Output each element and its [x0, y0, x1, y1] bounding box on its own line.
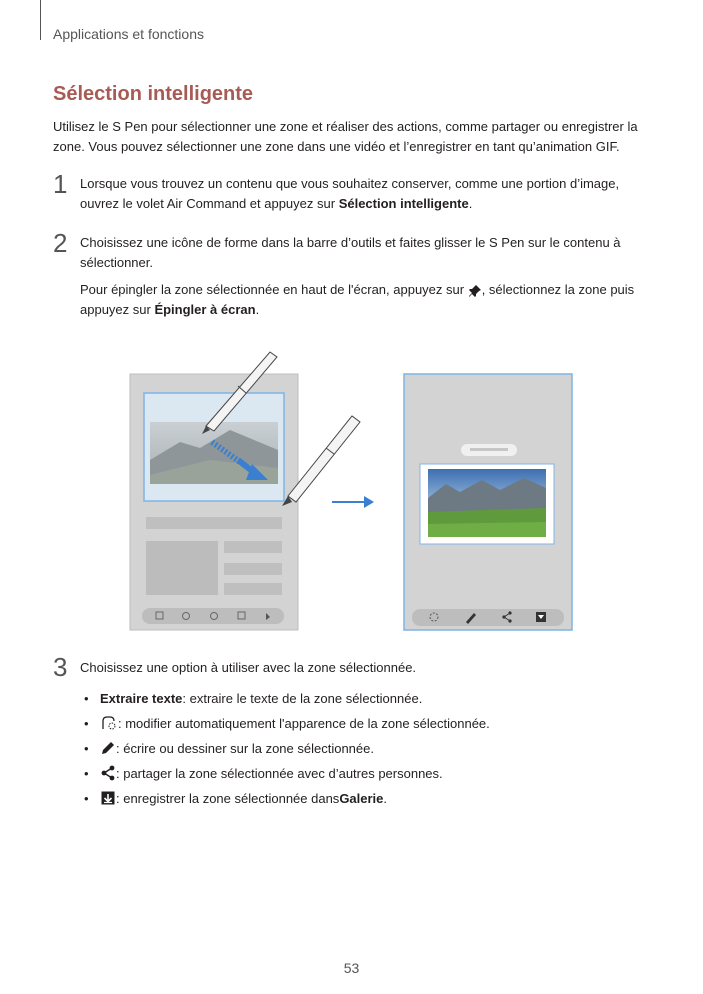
step-text: Choisissez une icône de forme dans la barre d’outils et faites glisser le S Pen sur le contenu à sélectionner. [80, 235, 621, 270]
page-number: 53 [343, 960, 360, 976]
share-icon [100, 765, 116, 781]
transition-arrow-icon [332, 496, 374, 508]
pin-icon [468, 284, 482, 298]
list-item: • Extraire texte : extraire le texte de la zone sélectionnée. [84, 690, 423, 706]
left-screen [130, 374, 298, 630]
intro-paragraph: Utilisez le S Pen pour sélectionner une zone et réaliser des actions, comme partager ou enregistrer la zone. Vous pouvez sélectionner une zone dans une vidéo et l’enregistrer en tant qu’animation GIF. [53, 119, 638, 154]
list-item: • : partager la zone sélectionnée avec d’autres personnes. [84, 765, 443, 781]
step-text: Choisissez une option à utiliser avec la zone sélectionnée. [80, 660, 417, 675]
save-icon [100, 790, 116, 806]
step-number: 3 [53, 652, 68, 682]
step-number: 1 [53, 169, 68, 199]
list-item: • : écrire ou dessiner sur la zone sélectionnée. [84, 740, 374, 756]
step-text: Lorsque vous trouvez un contenu que vous souhaitez conserver, comme une portion d’image, ouvrez le volet Air Command et appuyez sur Sélection intelligente. [80, 176, 620, 211]
step-subtext: Pour épingler la zone sélectionnée en haut de l'écran, appuyez sur , sélectionnez la zone puis appuyez sur Épingler à écran. [80, 282, 635, 317]
page-title: Sélection intelligente [53, 83, 254, 105]
pen-icon [100, 740, 116, 756]
section-header: Applications et fonctions [53, 26, 204, 42]
right-screen [404, 374, 572, 630]
list-item: • : modifier automatiquement l'apparence de la zone sélectionnée. [84, 715, 490, 731]
header-rule [40, 0, 41, 40]
list-item: • : enregistrer la zone sélectionnée dans Galerie . [84, 790, 388, 806]
auto-select-icon [100, 715, 118, 731]
step-number: 2 [53, 228, 68, 258]
smart-select-illustration [120, 330, 590, 640]
